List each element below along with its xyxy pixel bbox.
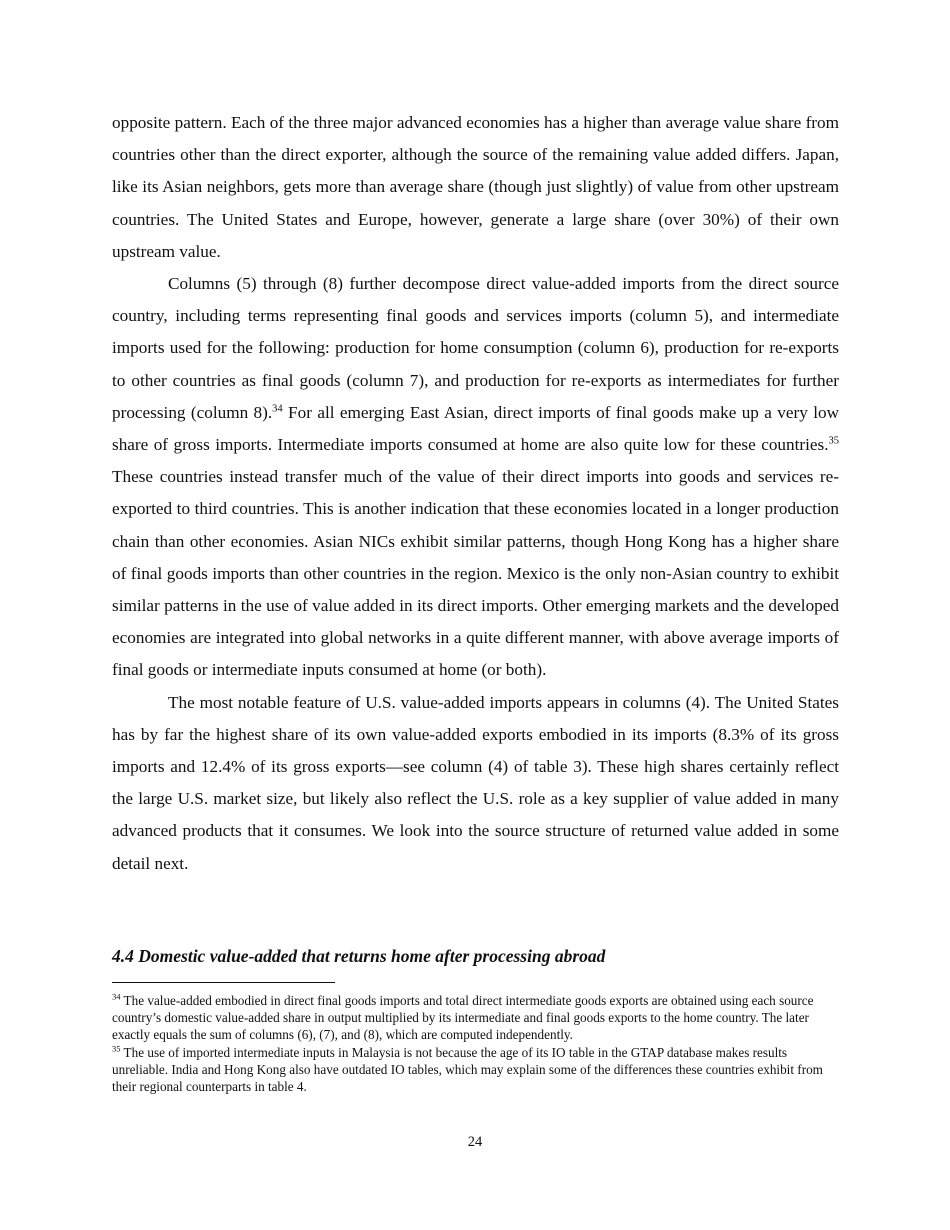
footnote-34 <box>112 992 839 1044</box>
footnote-text: The use of imported intermediate inputs in Malaysia is not because the age of its IO table in the GTAP database makes results unreliable. India and Hong Kong also have outdated IO tables, which may explain some of the differences these countries exhibit from their regional counterparts in table 4. <box>112 1044 823 1095</box>
footnote-number: 34 <box>112 991 121 1002</box>
paragraph-2-part-a: Columns (5) through (8) further decompose direct value-added imports from the direct source country, including terms representing final goods and services imports (column 5), and intermediate imports used for the following: production for home consumption (column 6), production for re-exports to other countries as final goods (column 7), and production for re-exports as intermediates for further processing (column 8). <box>112 274 839 422</box>
section-heading: 4.4 Domestic value-added that returns home after processing abroad <box>112 946 606 966</box>
page-body <box>112 107 839 1095</box>
footnote-ref-35[interactable]: 35 <box>828 435 839 447</box>
paragraph-2 <box>112 268 839 687</box>
paragraph-2-part-b: For all emerging East Asian, direct imports of final goods make up a very low share of gross imports. Intermediate imports consumed at home are also quite low for these countries. <box>112 402 839 455</box>
footnote-text: The value-added embodied in direct final goods imports and total direct intermediate goods exports are obtained using each source country’s domestic value-added share in output multiplied by its intermediate and final goods exports to the home country. The later exactly equals the sum of columns (6), (7), and (8), which are computed independently. <box>112 993 814 1043</box>
footnote-35 <box>112 1044 839 1096</box>
footnotes <box>112 992 839 1095</box>
footnote-ref-34[interactable]: 34 <box>272 403 283 415</box>
paragraph-1: opposite pattern. Each of the three major advanced economies has a higher than average value share from countries other than the direct exporter, although the source of the remaining value added differs. Japan, like its Asian neighbors, gets more than average share (though just slightly) of value from other upstream countries. The United States and Europe, however, generate a large share (over 30%) of their own upstream value. <box>112 113 839 261</box>
paragraph-2-part-c: These countries instead transfer much of the value of their direct imports into goods and services re-exported to third countries. This is another indication that these economies located in a longer production chain than other economies. Asian NICs exhibit similar patterns, though Hong Kong has a higher share of final goods imports than other countries in the region. Mexico is the only non-Asian country to exhibit similar patterns in the use of value added in its direct imports. Other emerging markets and the developed economies are integrated into global networks in a quite different manner, with above average imports of final goods or intermediate inputs consumed at home (or both). <box>112 467 839 680</box>
paragraph-3: The most notable feature of U.S. value-added imports appears in columns (4). The United States has by far the highest share of its own value-added exports embodied in its imports (8.3% of its gross imports and 12.4% of its gross exports—see column (4) of table 3). These high shares certainly reflect the large U.S. market size, but likely also reflect the U.S. role as a key supplier of value added in many advanced products that it consumes. We look into the source structure of returned value added in some detail next. <box>112 692 839 873</box>
page-number: 24 <box>467 1134 483 1150</box>
footnote-divider <box>112 982 335 983</box>
footnote-number: 35 <box>112 1043 121 1054</box>
